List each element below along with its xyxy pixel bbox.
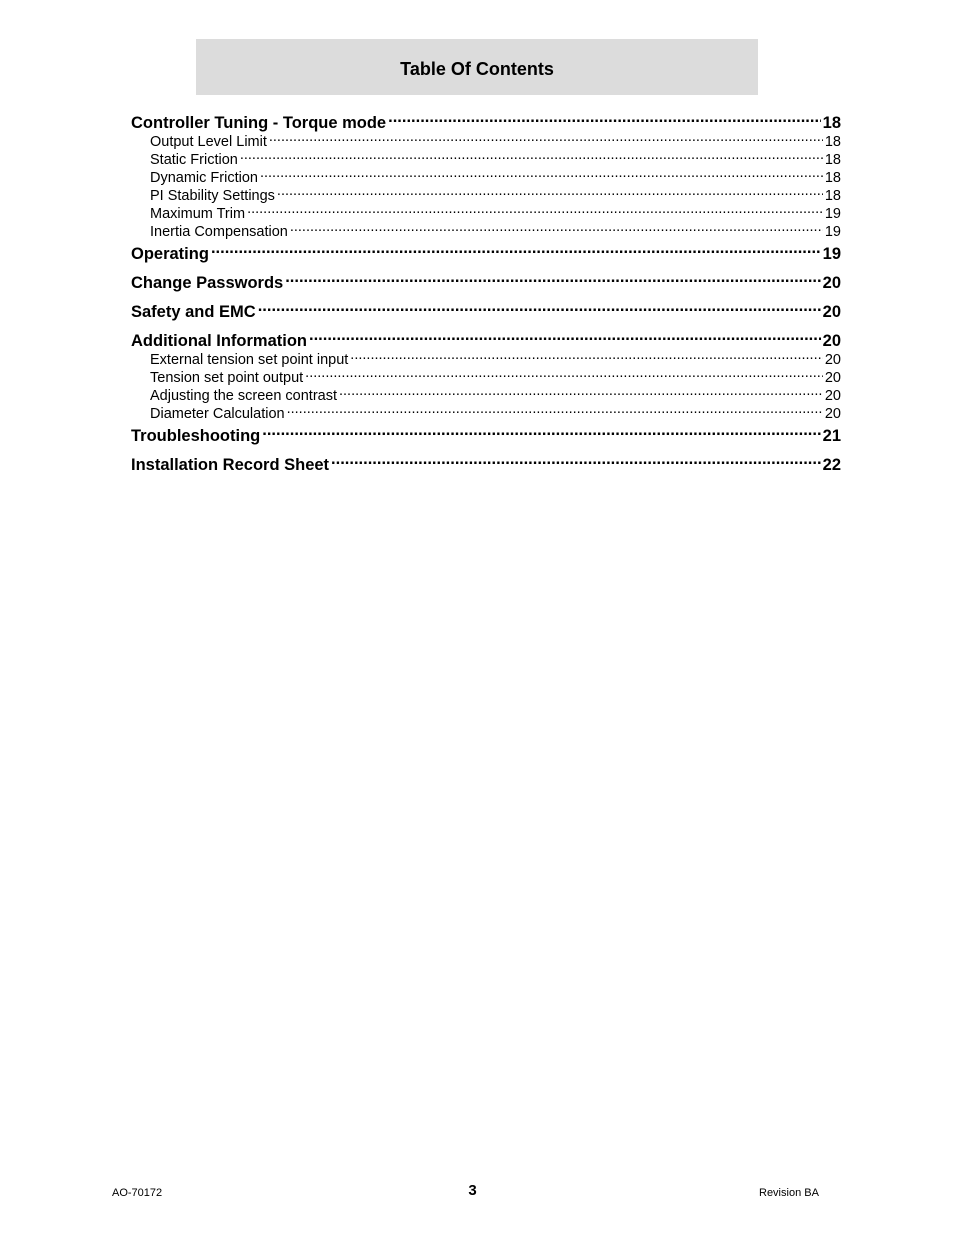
toc-entry-page: 20 [822,274,841,292]
toc-entry-page: 18 [822,114,841,132]
table-of-contents [131,110,841,481]
toc-header [196,39,758,95]
toc-leader [240,148,823,164]
toc-subentry-pi-stability-settings[interactable] [131,184,841,202]
toc-entry-title: Operating [131,245,209,263]
toc-subentry-tension-set-point-output[interactable] [131,366,841,384]
toc-subentry-page: 18 [824,188,841,204]
toc-entry-page: 19 [822,245,841,263]
toc-subentry-page: 20 [824,352,841,368]
toc-leader [309,328,821,346]
toc-subentry-page: 20 [824,370,841,386]
toc-leader [285,270,820,288]
toc-leader [258,299,821,317]
toc-entry-additional-information[interactable] [131,328,841,348]
toc-subentry-page: 18 [824,170,841,186]
toc-subentry-title: PI Stability Settings [150,188,275,204]
toc-subentry-dynamic-friction[interactable] [131,166,841,184]
toc-entry-operating[interactable] [131,241,841,270]
toc-subentry-page: 18 [824,134,841,150]
toc-entry-page: 20 [822,332,841,350]
toc-entry-title: Safety and EMC [131,303,256,321]
toc-subentry-page: 20 [824,406,841,422]
page-title: Table Of Contents [400,58,554,79]
toc-subentry-static-friction[interactable] [131,148,841,166]
toc-leader [211,241,821,259]
toc-subentry-adjusting-screen-contrast[interactable] [131,384,841,402]
toc-entry-page: 21 [822,427,841,445]
toc-subentry-diameter-calculation[interactable] [131,402,841,423]
toc-subentry-title: Maximum Trim [150,206,246,222]
toc-subentry-title: Output Level Limit [150,134,267,150]
footer-page-number: 3 [468,1182,477,1199]
toc-entry-title: Additional Information [131,332,307,350]
toc-subentry-title: Dynamic Friction [150,170,258,186]
toc-subentry-external-tension-set-point-input[interactable] [131,348,841,366]
toc-leader [262,423,820,441]
toc-leader [339,384,823,400]
toc-subentry-title: External tension set point input [150,352,349,368]
toc-subentry-maximum-trim[interactable] [131,202,841,220]
footer-revision: Revision BA [759,1187,819,1199]
toc-leader [290,220,823,236]
toc-leader [305,366,823,382]
toc-subentry-title: Static Friction [150,152,238,168]
toc-entry-troubleshooting[interactable] [131,423,841,452]
toc-entry-installation-record-sheet[interactable] [131,452,841,481]
toc-subentry-title: Tension set point output [150,370,304,386]
toc-leader [331,452,821,470]
toc-leader [260,166,823,182]
toc-subentry-inertia-compensation[interactable] [131,220,841,241]
toc-subentry-title: Diameter Calculation [150,406,285,422]
toc-subentry-page: 19 [824,206,841,222]
footer-doc-id: AO-70172 [112,1187,163,1199]
toc-entry-page: 20 [822,303,841,321]
toc-leader [287,402,823,418]
toc-subentry-output-level-limit[interactable] [131,130,841,148]
toc-entry-change-passwords[interactable] [131,270,841,299]
toc-entry-page: 22 [822,456,841,474]
toc-leader [277,184,823,200]
toc-subentry-title: Inertia Compensation [150,224,288,240]
toc-entry-title: Controller Tuning - Torque mode [131,114,387,132]
toc-subentry-page: 19 [824,224,841,240]
toc-leader [388,110,821,128]
toc-leader [350,348,823,364]
toc-entry-controller-tuning[interactable] [131,110,841,130]
toc-entry-safety-and-emc[interactable] [131,299,841,328]
toc-entry-title: Change Passwords [131,274,284,292]
toc-subentry-page: 18 [824,152,841,168]
toc-leader [269,130,823,146]
toc-leader [247,202,823,218]
toc-subentry-title: Adjusting the screen contrast [150,388,337,404]
toc-subentry-page: 20 [824,388,841,404]
toc-entry-title: Troubleshooting [131,427,261,445]
toc-entry-title: Installation Record Sheet [131,456,330,474]
